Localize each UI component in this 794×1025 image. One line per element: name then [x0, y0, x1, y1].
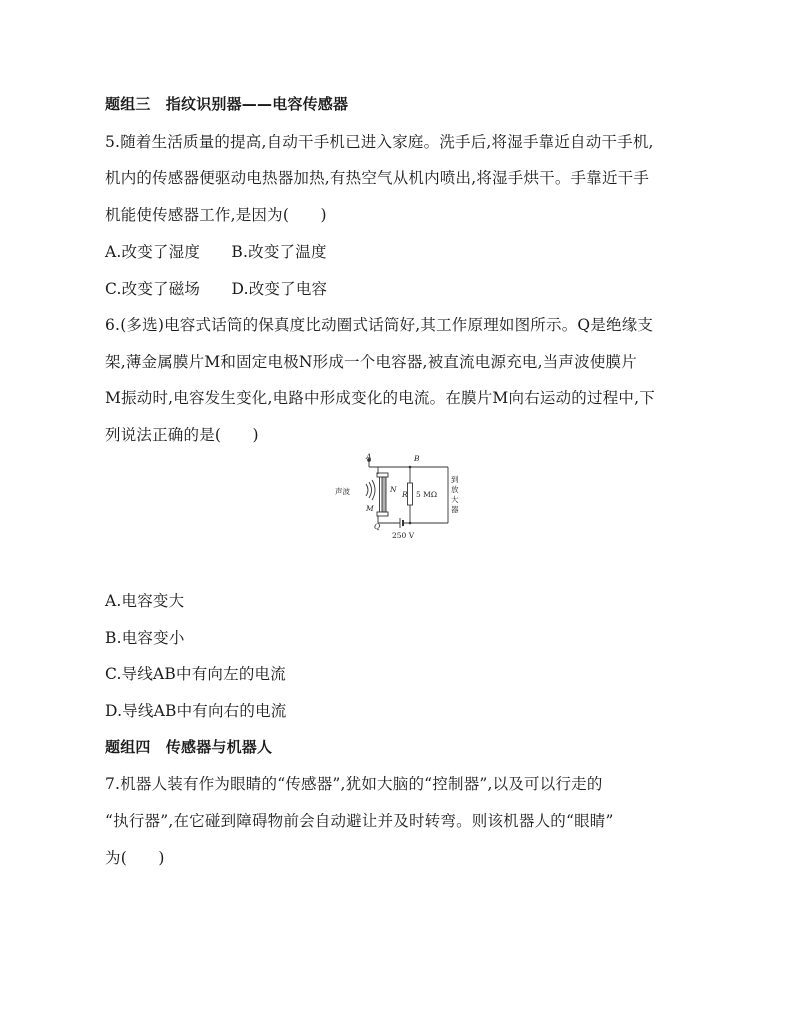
q5-text-line-1: 5.随着生活质量的提高,自动干手机已进入家庭。洗手后,将湿手靠近自动干手机, — [105, 133, 654, 151]
label-a: A — [366, 452, 372, 461]
label-voltage: 250 V — [392, 531, 415, 540]
q5-text-line-3: 机能使传感器工作,是因为( ) — [105, 206, 327, 224]
q6-option-a: A.电容变大 — [105, 592, 185, 610]
label-q: Q — [374, 522, 381, 531]
label-resistance: 5 MΩ — [416, 490, 438, 499]
label-m: M — [366, 504, 374, 513]
q7-text-line-1: 7.机器人装有作为眼睛的“传感器”,犹如大脑的“控制器”,以及可以行走的 — [105, 775, 603, 793]
label-r: R — [402, 490, 408, 499]
label-n: N — [390, 485, 397, 494]
microphone-circuit-diagram — [330, 452, 470, 544]
amplifier-char-2: 放 — [451, 485, 459, 494]
q7-text-line-3: 为( ) — [105, 849, 165, 867]
q6-text-line-1: 6.(多选)电容式话筒的保真度比动圈式话筒好,其工作原理如图所示。Q是绝缘支 — [105, 316, 654, 334]
label-b: B — [414, 454, 420, 463]
section-4-heading: 题组四 传感器与机器人 — [105, 738, 273, 756]
q6-text-line-4: 列说法正确的是( ) — [105, 426, 259, 444]
section-3-heading: 题组三 指纹识别器——电容传感器 — [105, 95, 349, 113]
amplifier-char-4: 器 — [451, 505, 459, 514]
amplifier-char-1: 到 — [451, 475, 459, 484]
q7-text-line-2: “执行器”,在它碰到障碍物前会自动避让并及时转弯。则该机器人的“眼睛” — [105, 812, 614, 830]
q5-options-ab: A.改变了湿度 B.改变了温度 — [105, 243, 327, 261]
q5-options-cd: C.改变了磁场 D.改变了电容 — [105, 280, 328, 298]
q6-text-line-2: 架,薄金属膜片M和固定电极N形成一个电容器,被直流电源充电,当声波使膜片 — [105, 353, 637, 371]
q6-option-b: B.电容变小 — [105, 629, 185, 647]
q6-option-c: C.导线AB中有向左的电流 — [105, 665, 286, 683]
amplifier-char-3: 大 — [451, 495, 459, 504]
q5-text-line-2: 机内的传感器便驱动电热器加热,有热空气从机内喷出,将湿手烘干。手靠近干手 — [105, 169, 650, 187]
label-sound-wave: 声波 — [335, 487, 350, 496]
q6-option-d: D.导线AB中有向右的电流 — [105, 702, 287, 720]
q6-text-line-3: M振动时,电容发生变化,电路中形成变化的电流。在膜片M向右运动的过程中,下 — [105, 389, 655, 407]
